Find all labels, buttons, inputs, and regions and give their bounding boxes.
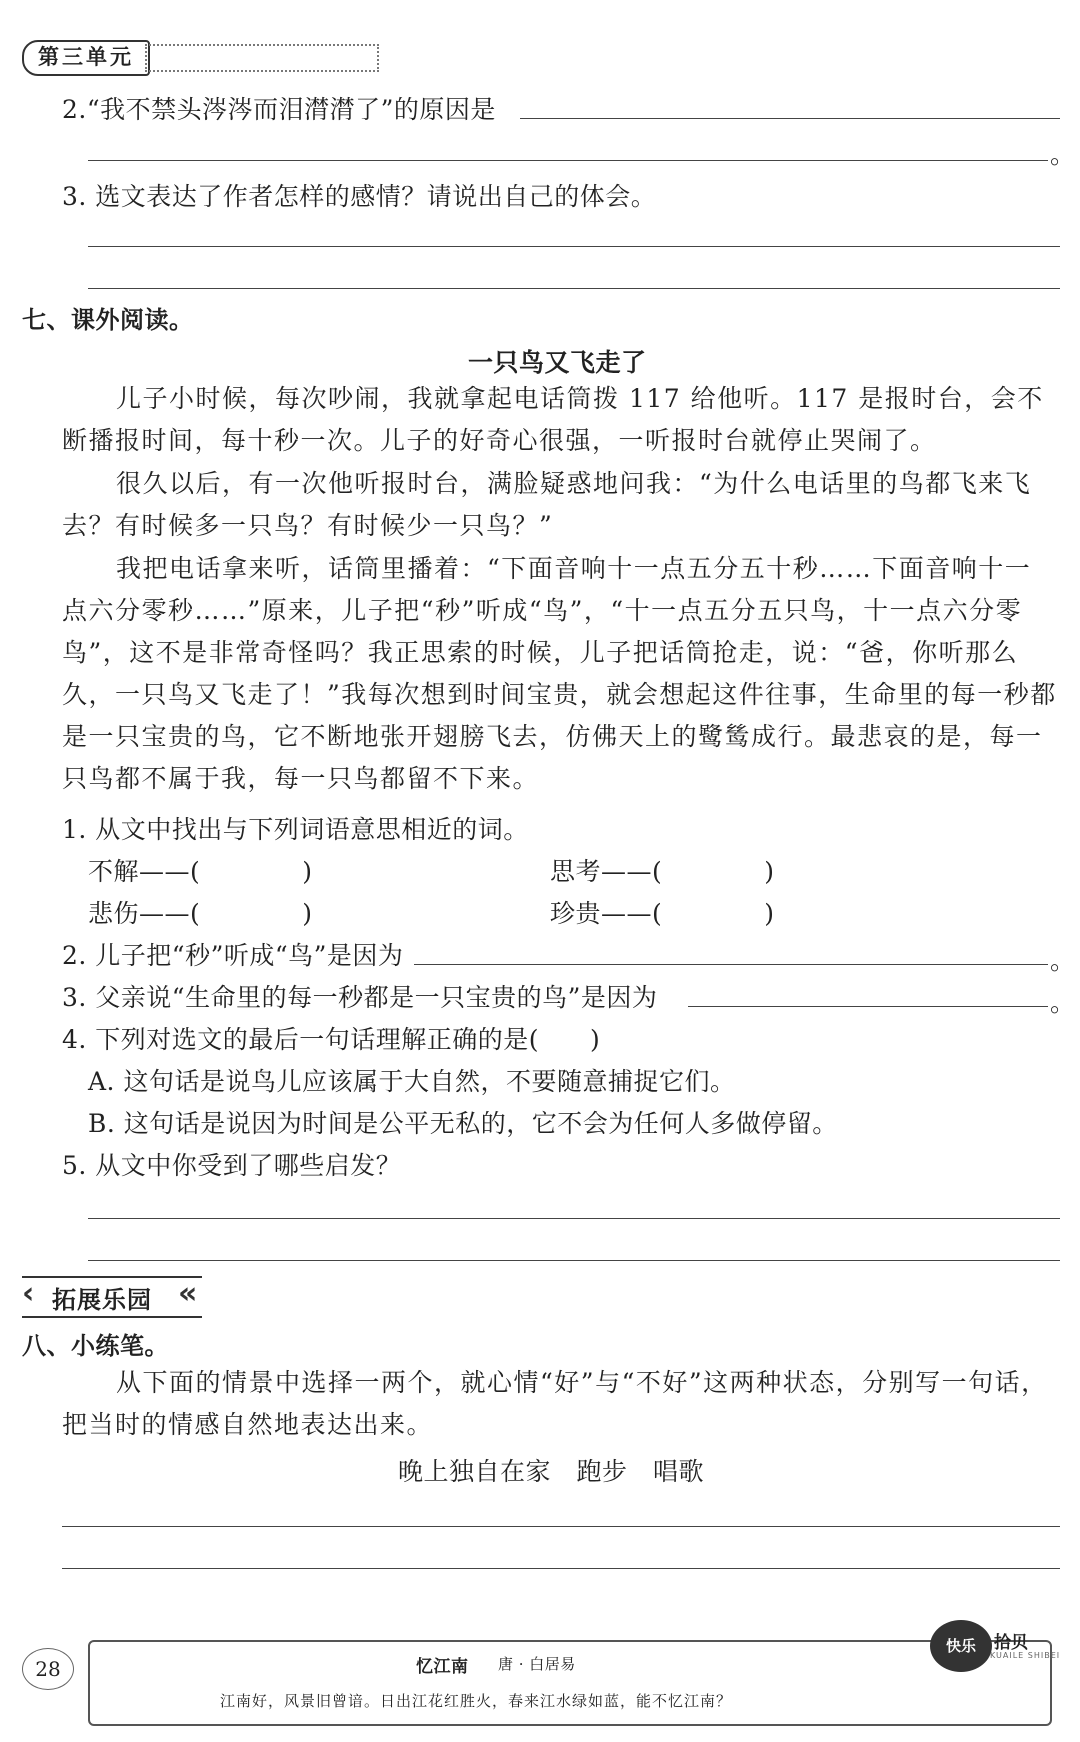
period-mark: 。 [1050,946,1076,975]
period-mark: 。 [1050,988,1076,1017]
section7-heading: 七、课外阅读。 [22,306,194,334]
question-5: 5. 从文中你受到了哪些启发？ [62,1151,402,1180]
banner-title: 拓展乐园 [52,1286,152,1314]
answer-line[interactable] [88,1260,1060,1261]
article-title: 一只鸟又飞走了 [468,348,647,377]
prompt-text: 从下面的情景中选择一两个，就心情“好”与“不好”这两种状态，分别写一句话，把当时的情感自然地表达出来。 [62,1368,1048,1439]
badge-small-text: KUAILE SHIBEI [990,1651,1061,1660]
synonym-item-2[interactable]: 思考——( ) [550,857,775,886]
answer-line[interactable] [62,1568,1060,1569]
chevron-double-left-icon: « [178,1276,198,1311]
option-a[interactable]: A. 这句话是说鸟儿应该属于大自然，不要随意捕捉它们。 [88,1067,736,1096]
answer-line[interactable] [88,246,1060,247]
page-number: 28 [22,1648,74,1690]
badge-side-text: 拾贝 [994,1633,1028,1653]
section8-heading: 八、小练笔。 [22,1332,169,1360]
question-2: 2. 儿子把“秒”听成“鸟”是因为 [62,941,404,970]
scene-options: 晚上独自在家 跑步 唱歌 [398,1457,705,1486]
answer-line[interactable] [88,160,1048,161]
paragraph-text: 我把电话拿来听，话筒里播着：“下面音响十一点五分五十秒……下面音响十一点六分零秒……”原来，儿子把“秒”听成“鸟”，“十一点五分五只鸟，十一点六分零鸟”，这不是非常奇怪吗？我正思索的时候，儿子把话筒抢走，说：“爸，你听那么久，一只鸟又飞走了！”我每次想到时间宝贵，就会想起这件往事，生命里的每一秒都是一只宝贵的鸟，它不断地张开翅膀飞去，仿佛天上的鹭鸶成行。最悲哀的是，每一只鸟都不属于我，每一只鸟都留不下来。 [62,554,1057,793]
synonym-item-4[interactable]: 珍贵——( ) [550,899,775,928]
synonym-item-3[interactable]: 悲伤——( ) [88,899,313,928]
unit-tag: 第三单元 [22,40,150,76]
poem-author: 唐 · 白居易 [498,1655,576,1673]
badge-logo: 快乐 [930,1620,992,1672]
article-paragraph-3 [62,548,1057,800]
article-paragraph-2 [62,463,1057,547]
prev-question-2: 2.“我不禁头涔涔而泪潸潸了”的原因是 [62,95,496,124]
option-b[interactable]: B. 这句话是说因为时间是公平无私的，它不会为任何人多做停留。 [88,1109,838,1138]
header-dotted-strip [145,44,379,72]
synonym-item-1[interactable]: 不解——( ) [88,857,313,886]
answer-line[interactable] [688,1006,1048,1007]
question-4: 4. 下列对选文的最后一句话理解正确的是( ) [62,1025,601,1054]
question-3: 3. 父亲说“生命里的每一秒都是一只宝贵的鸟”是因为 [62,983,658,1012]
period-mark: 。 [1050,140,1076,169]
paragraph-text: 儿子小时候，每次吵闹，我就拿起电话筒拨 117 给他听。117 是报时台，会不断播报时间，每十秒一次。儿子的好奇心很强，一听报时台就停止哭闹了。 [62,384,1044,455]
prev-question-3: 3. 选文表达了作者怎样的感情？请说出自己的体会。 [62,182,657,211]
poem-text: 江南好，风景旧曾谙。日出江花红胜火，春来江水绿如蓝，能不忆江南？ [220,1692,733,1710]
article-paragraph-1 [62,378,1057,462]
answer-line[interactable] [62,1526,1060,1527]
question-1: 1. 从文中找出与下列词语意思相近的词。 [62,815,529,844]
writing-prompt [62,1362,1057,1446]
answer-line[interactable] [88,288,1060,289]
answer-line[interactable] [520,118,1060,119]
chevron-left-icon: ‹ [22,1276,35,1311]
paragraph-text: 很久以后，有一次他听报时台，满脸疑惑地问我：“为什么电话里的鸟都飞来飞去？有时候多一只鸟？有时候少一只鸟？” [62,469,1032,540]
answer-line[interactable] [88,1218,1060,1219]
poem-title: 忆江南 [416,1657,469,1677]
answer-line[interactable] [414,964,1048,965]
